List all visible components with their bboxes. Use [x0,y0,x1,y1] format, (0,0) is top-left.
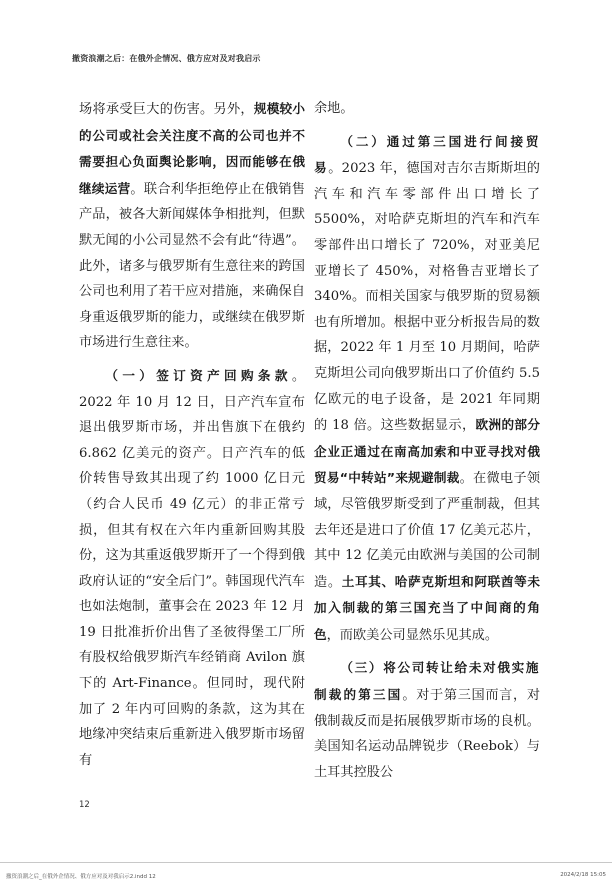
emphasis-text: 规模较小的公司或社会关注度不高的公司也并不需要担心负面舆论影响，因而能够在俄继续运营 [79,101,306,196]
emphasis-text: 土耳其、哈萨克斯坦和阿联酋等未加入制裁的第三国充当了中间商的角色 [314,573,541,642]
paragraph [314,129,540,649]
section-heading: （一）签订资产回购条款 [105,367,292,383]
footer-divider [0,862,612,863]
paragraph [314,655,540,785]
body-text: 。在微电子领域，尽管俄罗斯受到了严重制裁，但其去年还是进口了价值 17 亿美元芯片，其中 12 亿美元由欧洲与美国的公司制造。 [314,471,541,590]
footer-datetime: 2024/2/18 15:05 [560,872,606,878]
footer-file-info: 撤资浪潮之后_在俄外企情况、俄方应对及对我启示2.indd 12 [6,874,156,880]
section-heading: （三）将公司转让给未对俄实施制裁的第三国 [314,660,540,703]
body-text: 。2022 年 10 月 12 日，日产汽车宣布退出俄罗斯市场，并出售旗下在俄约 6.862 亿美元的资产。日产汽车的低价转售导致其出现了约 1000 亿日元（约合人民币 49 亿元）的非正常亏损，但其有权在六年内重新回购其股份，这为其重返俄罗斯开了一个得到俄政府认证的“安全后门”。韩国现代汽车也如法炮制，董事会在 2023 年 12 月 19 日批准折价出售了圣彼得堡工厂所有股权给俄罗斯汽车经销商 Avilon 旗下的 Art-Finance。但同时，现代附加了 2 年内可回购的条款，这为其在地缘冲突结束后重新进入俄罗斯市场留有 [79,368,305,768]
body-text: ，而欧美公司显然乐见其成。 [326,627,499,643]
body-text: 。2023 年，德国对吉尔吉斯斯坦的汽车和汽车零部件出口增长了 5500%，对哈萨克斯坦的汽车和汽车零部件出口增长了 720%，对亚美尼亚增长了 450%，对格鲁吉亚增长了 340%。而相关国家与俄罗斯的贸易额也有所增加。根据中亚分析报告局的数据，2022 年 1 月至 10 月期间，哈萨克斯坦公司向俄罗斯出口了价值约 5.5 亿欧元的电子设备，是 2021 年同期的 18 倍。这些数据显示， [314,161,540,434]
paragraph [79,96,305,356]
page-number: 12 [79,800,90,810]
left-column [79,96,305,773]
right-column [314,96,540,785]
body-text: 。对于第三国而言，对俄制裁反而是拓展俄罗斯市场的良机。美国知名运动品牌锐步（Reebok）与土耳其控股公 [314,688,541,780]
emphasis-text: 欧洲的部分企业正通过在南高加索和中亚寻找对俄贸易“中转站”来规避制裁 [314,417,540,486]
running-header: 撤资浪潮之后：在俄外企情况、俄方应对及对我启示 [72,54,261,63]
body-text: 。联合利华拒绝停止在俄销售产品，被各大新闻媒体争相批判，但默默无闻的小公司显然不会有此“待遇”。此外，诸多与俄罗斯有生意往来的跨国公司也利用了若干应对措施，来确保自身重返俄罗斯的能力，或继续在俄罗斯市场进行生意往来。 [79,181,305,351]
body-text: 余地。 [314,101,354,116]
paragraph [79,363,305,774]
paragraph [314,96,540,122]
section-heading: （二）通过第三国进行间接贸易 [314,133,540,176]
body-text: 场将承受巨大的伤害。另外， [79,102,254,117]
